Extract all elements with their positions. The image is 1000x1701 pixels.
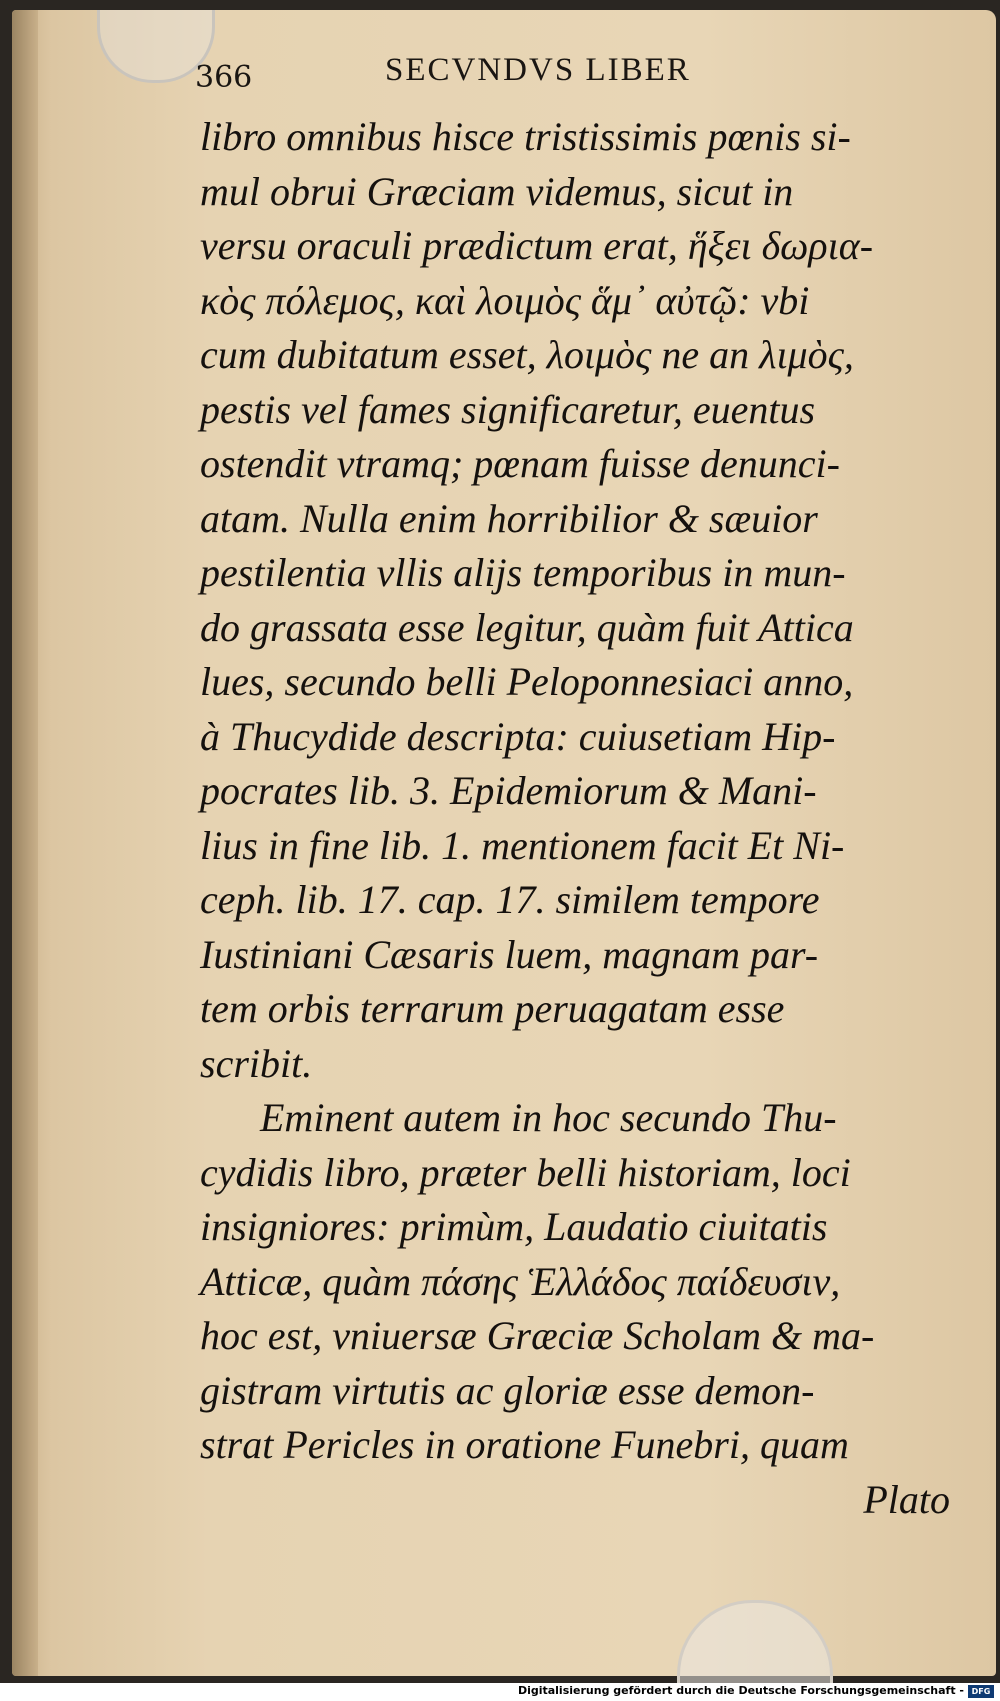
text-line: scribit. (200, 1040, 313, 1086)
text-line: tem orbis terrarum peruagatam esse (200, 986, 785, 1031)
page-edge (12, 10, 38, 1676)
text-line: Iustiniani Cæsaris luem, magnam par- (200, 931, 819, 977)
text-line: pestis vel fames significaretur, euentus (200, 386, 816, 432)
text-line: Eminent autem in hoc secundo Thu- (260, 1095, 837, 1140)
text-line: à Thucydide descripta: cuiusetiam Hip- (200, 713, 836, 759)
text-line: atam. Nulla enim horribilior & sæuior (200, 495, 818, 541)
text-line: libro omnibus hisce tristissimis pœnis si- (200, 114, 851, 159)
text-line: cydidis libro, præter belli historiam, loci (200, 1149, 851, 1195)
text-line: κὸς πόλεμος, καὶ λοιμὸς ἅμ᾽ αὐτῷ: vbi (200, 277, 810, 323)
text-line: do grassata esse legitur, quàm fuit Attica (200, 604, 854, 650)
digitization-footer (0, 1683, 1000, 1701)
text-line: ceph. lib. 17. cap. 17. similem tempore (200, 877, 820, 922)
running-title: SECVNDVS LIBER (385, 52, 691, 88)
page-header (195, 48, 955, 104)
text-line: Atticæ, quàm πάσης Ἑλλάδος παίδευσιν, (200, 1258, 841, 1304)
bottom-clip (677, 1600, 833, 1683)
text-line: pocrates lib. 3. Epidemiorum & Mani- (200, 768, 817, 813)
text-line: mul obrui Græciam videmus, sicut in (200, 168, 794, 214)
text-line: ostendit vtramq; pœnam fuisse denunci- (200, 441, 840, 486)
text-line: lues, secundo belli Peloponnesiaci anno, (200, 659, 854, 704)
text-line: lius in fine lib. 1. mentionem facit Et Ni- (200, 822, 845, 868)
page-number: 366 (195, 60, 253, 95)
text-line: cum dubitatum esset, λοιμὸς ne an λιμὸς, (200, 332, 854, 377)
text-line: versu oraculi prædictum erat, ἥξει δωρια- (200, 223, 874, 268)
text-line: strat Pericles in oratione Funebri, quam (200, 1422, 849, 1467)
text-line: insigniores: primùm, Laudatio ciuitatis (200, 1204, 828, 1249)
dfg-logo: DFG (968, 1685, 994, 1698)
text-line: hoc est, vniuersæ Græciæ Scholam & ma- (200, 1313, 875, 1358)
text-line: gistram virtutis ac gloriæ esse demon- (200, 1367, 815, 1413)
body-text (200, 110, 960, 1527)
text-line: pestilentia vllis alijs temporibus in mun- (200, 550, 846, 595)
catchword: Plato (863, 1476, 950, 1522)
footer-credit: Digitalisierung gefördert durch die Deutsche Forschungsgemeinschaft - (517, 1684, 964, 1697)
